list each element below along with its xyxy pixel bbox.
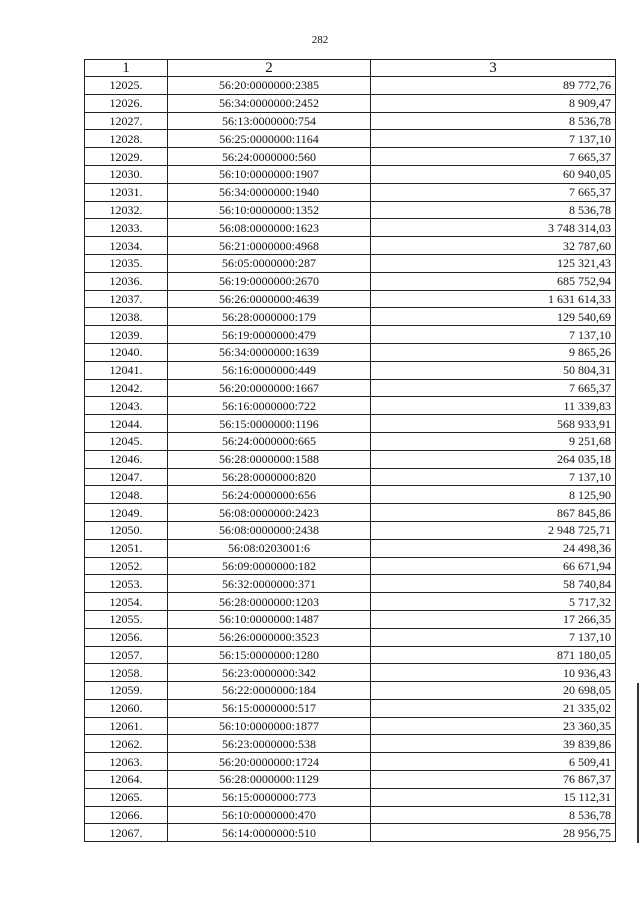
- row-number-cell: 12056.: [85, 628, 168, 646]
- value-cell: 7 137,10: [371, 468, 616, 486]
- value-cell: 66 671,94: [371, 557, 616, 575]
- row-number-cell: 12029.: [85, 148, 168, 166]
- value-cell: 125 321,43: [371, 254, 616, 272]
- table-row: [85, 379, 616, 397]
- cadastral-number-cell: 56:23:0000000:538: [168, 735, 371, 753]
- cadastral-number-cell: 56:23:0000000:342: [168, 664, 371, 682]
- table-row: [85, 397, 616, 415]
- cadastral-number-cell: 56:10:0000000:1907: [168, 165, 371, 183]
- value-cell: 7 665,37: [371, 183, 616, 201]
- value-cell: 20 698,05: [371, 682, 616, 700]
- table-header-row: [85, 60, 616, 77]
- row-number-cell: 12031.: [85, 183, 168, 201]
- row-number-cell: 12067.: [85, 824, 168, 842]
- value-cell: 871 180,05: [371, 646, 616, 664]
- row-number-cell: 12040.: [85, 343, 168, 361]
- row-number-cell: 12063.: [85, 753, 168, 771]
- cadastral-number-cell: 56:10:0000000:1487: [168, 610, 371, 628]
- value-cell: 264 035,18: [371, 450, 616, 468]
- value-cell: 568 933,91: [371, 415, 616, 433]
- value-cell: 11 339,83: [371, 397, 616, 415]
- row-number-cell: 12043.: [85, 397, 168, 415]
- table-row: [85, 361, 616, 379]
- row-number-cell: 12058.: [85, 664, 168, 682]
- column-header-2: 2: [168, 60, 371, 77]
- cadastral-number-cell: 56:05:0000000:287: [168, 254, 371, 272]
- table-row: [85, 788, 616, 806]
- cadastral-number-cell: 56:34:0000000:1940: [168, 183, 371, 201]
- row-number-cell: 12045.: [85, 432, 168, 450]
- table-row: [85, 165, 616, 183]
- table-row: [85, 610, 616, 628]
- row-number-cell: 12034.: [85, 237, 168, 255]
- row-number-cell: 12059.: [85, 682, 168, 700]
- cadastral-number-cell: 56:32:0000000:371: [168, 575, 371, 593]
- value-cell: 15 112,31: [371, 788, 616, 806]
- table-row: [85, 575, 616, 593]
- row-number-cell: 12065.: [85, 788, 168, 806]
- cadastral-number-cell: 56:08:0203001:6: [168, 539, 371, 557]
- table-row: [85, 183, 616, 201]
- value-cell: 8 536,78: [371, 112, 616, 130]
- table-row: [85, 201, 616, 219]
- value-cell: 1 631 614,33: [371, 290, 616, 308]
- value-cell: 3 748 314,03: [371, 219, 616, 237]
- cadastral-number-cell: 56:34:0000000:1639: [168, 343, 371, 361]
- table-row: [85, 432, 616, 450]
- table-row: [85, 682, 616, 700]
- table-row: [85, 272, 616, 290]
- cadastral-number-cell: 56:20:0000000:1667: [168, 379, 371, 397]
- table-row: [85, 699, 616, 717]
- table-row: [85, 148, 616, 166]
- cadastral-number-cell: 56:08:0000000:2423: [168, 504, 371, 522]
- table-row: [85, 450, 616, 468]
- column-header-3: 3: [371, 60, 616, 77]
- data-table: [84, 59, 616, 842]
- cadastral-number-cell: 56:10:0000000:470: [168, 806, 371, 824]
- value-cell: 58 740,84: [371, 575, 616, 593]
- row-number-cell: 12030.: [85, 165, 168, 183]
- table-row: [85, 130, 616, 148]
- row-number-cell: 12028.: [85, 130, 168, 148]
- cadastral-number-cell: 56:24:0000000:656: [168, 486, 371, 504]
- row-number-cell: 12047.: [85, 468, 168, 486]
- table-row: [85, 415, 616, 433]
- value-cell: 2 948 725,71: [371, 521, 616, 539]
- value-cell: 24 498,36: [371, 539, 616, 557]
- table-row: [85, 539, 616, 557]
- value-cell: 60 940,05: [371, 165, 616, 183]
- table-row: [85, 593, 616, 611]
- table-row: [85, 753, 616, 771]
- row-number-cell: 12039.: [85, 326, 168, 344]
- table-row: [85, 628, 616, 646]
- value-cell: 28 956,75: [371, 824, 616, 842]
- value-cell: 7 665,37: [371, 148, 616, 166]
- table-row: [85, 557, 616, 575]
- scan-edge-mark: [637, 683, 639, 843]
- row-number-cell: 12049.: [85, 504, 168, 522]
- table-row: [85, 824, 616, 842]
- cadastral-number-cell: 56:10:0000000:1877: [168, 717, 371, 735]
- cadastral-number-cell: 56:15:0000000:1280: [168, 646, 371, 664]
- row-number-cell: 12050.: [85, 521, 168, 539]
- value-cell: 39 839,86: [371, 735, 616, 753]
- cadastral-number-cell: 56:13:0000000:754: [168, 112, 371, 130]
- table-row: [85, 504, 616, 522]
- value-cell: 8 125,90: [371, 486, 616, 504]
- table-row: [85, 486, 616, 504]
- cadastral-number-cell: 56:09:0000000:182: [168, 557, 371, 575]
- cadastral-number-cell: 56:28:0000000:1129: [168, 771, 371, 789]
- value-cell: 23 360,35: [371, 717, 616, 735]
- table-row: [85, 290, 616, 308]
- row-number-cell: 12042.: [85, 379, 168, 397]
- value-cell: 89 772,76: [371, 77, 616, 95]
- table-row: [85, 308, 616, 326]
- row-number-cell: 12051.: [85, 539, 168, 557]
- row-number-cell: 12061.: [85, 717, 168, 735]
- row-number-cell: 12053.: [85, 575, 168, 593]
- table-row: [85, 219, 616, 237]
- row-number-cell: 12054.: [85, 593, 168, 611]
- value-cell: 76 867,37: [371, 771, 616, 789]
- page-number: 282: [311, 34, 329, 46]
- cadastral-number-cell: 56:26:0000000:4639: [168, 290, 371, 308]
- cadastral-number-cell: 56:20:0000000:1724: [168, 753, 371, 771]
- cadastral-number-cell: 56:15:0000000:1196: [168, 415, 371, 433]
- row-number-cell: 12026.: [85, 94, 168, 112]
- cadastral-number-cell: 56:28:0000000:1588: [168, 450, 371, 468]
- value-cell: 129 540,69: [371, 308, 616, 326]
- cadastral-number-cell: 56:08:0000000:2438: [168, 521, 371, 539]
- cadastral-number-cell: 56:26:0000000:3523: [168, 628, 371, 646]
- value-cell: 8 536,78: [371, 806, 616, 824]
- cadastral-number-cell: 56:14:0000000:510: [168, 824, 371, 842]
- row-number-cell: 12027.: [85, 112, 168, 130]
- value-cell: 7 137,10: [371, 130, 616, 148]
- table-row: [85, 521, 616, 539]
- cadastral-number-cell: 56:10:0000000:1352: [168, 201, 371, 219]
- cadastral-number-cell: 56:28:0000000:179: [168, 308, 371, 326]
- cadastral-number-cell: 56:20:0000000:2385: [168, 77, 371, 95]
- table-row: [85, 468, 616, 486]
- cadastral-number-cell: 56:34:0000000:2452: [168, 94, 371, 112]
- row-number-cell: 12064.: [85, 771, 168, 789]
- row-number-cell: 12041.: [85, 361, 168, 379]
- table-row: [85, 343, 616, 361]
- table-row: [85, 254, 616, 272]
- row-number-cell: 12052.: [85, 557, 168, 575]
- cadastral-number-cell: 56:08:0000000:1623: [168, 219, 371, 237]
- row-number-cell: 12033.: [85, 219, 168, 237]
- row-number-cell: 12025.: [85, 77, 168, 95]
- row-number-cell: 12060.: [85, 699, 168, 717]
- table-row: [85, 326, 616, 344]
- value-cell: 32 787,60: [371, 237, 616, 255]
- row-number-cell: 12037.: [85, 290, 168, 308]
- table-row: [85, 646, 616, 664]
- cadastral-number-cell: 56:24:0000000:560: [168, 148, 371, 166]
- table-row: [85, 771, 616, 789]
- cadastral-number-cell: 56:28:0000000:820: [168, 468, 371, 486]
- cadastral-number-cell: 56:28:0000000:1203: [168, 593, 371, 611]
- table-row: [85, 735, 616, 753]
- value-cell: 10 936,43: [371, 664, 616, 682]
- value-cell: 50 804,31: [371, 361, 616, 379]
- value-cell: 7 665,37: [371, 379, 616, 397]
- row-number-cell: 12046.: [85, 450, 168, 468]
- row-number-cell: 12032.: [85, 201, 168, 219]
- row-number-cell: 12057.: [85, 646, 168, 664]
- value-cell: 8 536,78: [371, 201, 616, 219]
- value-cell: 7 137,10: [371, 628, 616, 646]
- row-number-cell: 12035.: [85, 254, 168, 272]
- row-number-cell: 12048.: [85, 486, 168, 504]
- row-number-cell: 12055.: [85, 610, 168, 628]
- cadastral-number-cell: 56:22:0000000:184: [168, 682, 371, 700]
- row-number-cell: 12038.: [85, 308, 168, 326]
- value-cell: 7 137,10: [371, 326, 616, 344]
- table-row: [85, 717, 616, 735]
- cadastral-number-cell: 56:19:0000000:479: [168, 326, 371, 344]
- cadastral-number-cell: 56:16:0000000:449: [168, 361, 371, 379]
- table-body: [85, 77, 616, 842]
- table-row: [85, 112, 616, 130]
- value-cell: 685 752,94: [371, 272, 616, 290]
- value-cell: 6 509,41: [371, 753, 616, 771]
- table-row: [85, 806, 616, 824]
- row-number-cell: 12062.: [85, 735, 168, 753]
- cadastral-number-cell: 56:21:0000000:4968: [168, 237, 371, 255]
- cadastral-number-cell: 56:25:0000000:1164: [168, 130, 371, 148]
- cadastral-number-cell: 56:24:0000000:665: [168, 432, 371, 450]
- table-row: [85, 237, 616, 255]
- row-number-cell: 12044.: [85, 415, 168, 433]
- value-cell: 9 865,26: [371, 343, 616, 361]
- cadastral-number-cell: 56:19:0000000:2670: [168, 272, 371, 290]
- value-cell: 8 909,47: [371, 94, 616, 112]
- value-cell: 5 717,32: [371, 593, 616, 611]
- table-row: [85, 664, 616, 682]
- value-cell: 9 251,68: [371, 432, 616, 450]
- value-cell: 21 335,02: [371, 699, 616, 717]
- cadastral-number-cell: 56:16:0000000:722: [168, 397, 371, 415]
- value-cell: 867 845,86: [371, 504, 616, 522]
- column-header-1: 1: [85, 60, 168, 77]
- value-cell: 17 266,35: [371, 610, 616, 628]
- row-number-cell: 12066.: [85, 806, 168, 824]
- table-row: [85, 94, 616, 112]
- table-row: [85, 77, 616, 95]
- cadastral-number-cell: 56:15:0000000:773: [168, 788, 371, 806]
- cadastral-number-cell: 56:15:0000000:517: [168, 699, 371, 717]
- row-number-cell: 12036.: [85, 272, 168, 290]
